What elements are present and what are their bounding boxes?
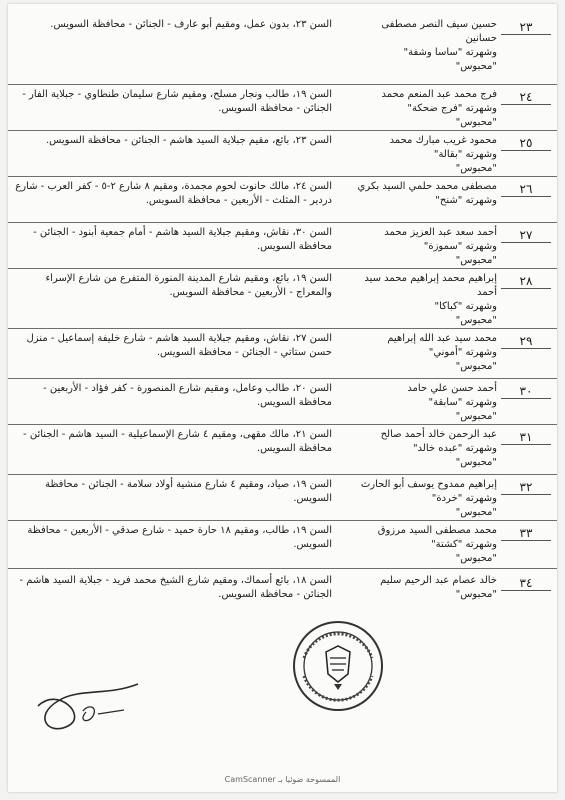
record-name-block [347, 134, 497, 176]
record-details: السن ٢١، مالك مقهى، ومقيم ٤ شارع الإسماعيلية - السيد هاشم - الجنائن - محافظة السويس. [23, 429, 332, 454]
record-number: ٢٦ [501, 182, 551, 197]
record-status: "محبوس" [455, 457, 497, 468]
row-divider [8, 520, 557, 521]
record-nickname: وشهرته "سموزة" [423, 241, 497, 252]
record-name: حسين سيف النصر مصطفى حسانين [381, 19, 497, 44]
record-status: "محبوس" [455, 61, 497, 72]
record-details: السن ١٨، بائع أسماك، ومقيم شارع الشيخ محمد فريد - جبلاية السيد هاشم - الجنائن - محافظة السويس. [19, 575, 332, 600]
row-divider [8, 378, 557, 379]
record-status: "محبوس" [455, 553, 497, 564]
record-name-block [347, 428, 497, 470]
record-number: ٣١ [501, 430, 551, 445]
official-seal [290, 618, 386, 714]
record-details: السن ١٩، صياد، ومقيم ٤ شارع منشية أولاد سلامة - الجنائن - محافظة السويس. [45, 479, 332, 504]
row-divider [8, 222, 557, 223]
row-divider [8, 268, 557, 269]
record-number: ٣٣ [501, 526, 551, 541]
record-nickname: وشهرته "شنح" [435, 195, 497, 206]
record-name-block [347, 382, 497, 424]
record-name-block [347, 574, 497, 602]
record-name: محمود غريب مبارك محمد [389, 135, 497, 146]
record-nickname: وشهرته "سابقة" [428, 397, 497, 408]
record-status: "محبوس" [455, 255, 497, 266]
record-nickname: وشهرته "أموني" [428, 347, 497, 358]
record-number: ٢٣ [501, 20, 551, 35]
record-name-block [347, 332, 497, 374]
record-status: "محبوس" [455, 163, 497, 174]
row-divider [8, 130, 557, 131]
record-nickname: وشهرته "عبده خالد" [412, 443, 497, 454]
row-divider [8, 176, 557, 177]
record-name: خالد عصام عبد الرحيم سليم [380, 575, 497, 586]
record-name: عبد الرحمن خالد أحمد صالح [380, 429, 497, 440]
record-details: السن ٣٠، نقاش، ومقيم جبلاية السيد هاشم - أمام جمعية أبنود - الجنائن - محافظة السويس. [33, 227, 332, 252]
record-details: السن ٢٤، مالك حانوت لحوم مجمدة، ومقيم ٨ شارع ٢-٥ - كفر العرب - شارع دردير - المثلث - الأربعين - محافظة السويس. [15, 181, 332, 206]
record-name-block [347, 180, 497, 208]
record-number: ٢٩ [501, 334, 551, 349]
record-name-block [347, 524, 497, 566]
record-details: السن ٢٠، طالب وعامل، ومقيم شارع المنصورة - كفر فؤاد - الأربعين - محافظة السويس. [43, 383, 332, 408]
record-name-block [347, 88, 497, 130]
record-nickname: وشهرته "ساسا وشفة" [403, 47, 497, 58]
row-divider [8, 474, 557, 475]
row-divider [8, 424, 557, 425]
record-details: السن ٢٣، بائع، مقيم جبلاية السيد هاشم - الجنائن - محافظة السويس. [45, 135, 332, 146]
row-divider [8, 84, 557, 85]
record-name-block [347, 226, 497, 268]
row-divider [8, 328, 557, 329]
handwritten-signature [28, 676, 148, 736]
record-number: ٣٠ [501, 384, 551, 399]
record-details: السن ٢٧، نقاش، ومقيم جبلاية السيد هاشم - شارع خليفة إسماعيل - منزل حسن ستاتي - الجنائن - محافظة السويس. [26, 333, 332, 358]
record-name: محمد سيد عبد الله إبراهيم [387, 333, 497, 344]
record-name: محمد مصطفى السيد مرزوق [377, 525, 497, 536]
scanner-watermark: الممسوحة ضوئيا بـ CamScanner [224, 775, 341, 784]
record-number: ٢٥ [501, 136, 551, 151]
record-status: "محبوس" [455, 507, 497, 518]
record-name: إبراهيم محمد إبراهيم محمد سيد أحمد [364, 273, 497, 298]
record-nickname: وشهرته "فرج ضحكة" [407, 103, 497, 114]
record-name-block [347, 18, 497, 74]
record-number: ٢٨ [501, 274, 551, 289]
record-nickname: وشهرته "بقالة" [433, 149, 497, 160]
row-divider [8, 568, 557, 569]
record-nickname: "محبوس" [455, 589, 497, 600]
record-number: ٣٢ [501, 480, 551, 495]
record-status: "محبوس" [455, 411, 497, 422]
record-nickname: وشهرته "خردة" [431, 493, 497, 504]
document-page [8, 4, 557, 792]
record-name-block [347, 478, 497, 520]
record-details: السن ١٩، بائع، ومقيم شارع المدينة المنورة المتفرع من شارع الإسراء والمعراج - الأربعين - محافظة السويس. [45, 273, 332, 298]
record-details: السن ١٩، طالب، ومقيم ١٨ حارة حميد - شارع صدقي - الأربعين - محافظة السويس. [27, 525, 332, 550]
record-nickname: وشهرته "كشتة" [431, 539, 497, 550]
record-name: أحمد حسن علي حامد [407, 383, 497, 394]
record-nickname: وشهرته "كباكا" [434, 301, 497, 312]
record-name: إبراهيم ممدوح يوسف أبو الحارث [360, 479, 497, 490]
record-name: مصطفى محمد حلمي السيد بكري [357, 181, 497, 192]
record-number: ٣٤ [501, 576, 551, 591]
record-status: "محبوس" [455, 361, 497, 372]
record-status: "محبوس" [455, 117, 497, 128]
record-details: السن ٢٣، بدون عمل، ومقيم أبو عارف - الجنائن - محافظة السويس. [50, 19, 332, 30]
record-details: السن ١٩، طالب ونجار مسلح، ومقيم شارع سليمان طنطاوي - جبلاية الفار - الجنائن - محافظة السويس. [22, 89, 332, 114]
record-name: أحمد سعد عبد العزيز محمد [384, 227, 497, 238]
record-name: فرج محمد عبد المنعم محمد [381, 89, 497, 100]
record-number: ٢٤ [501, 90, 551, 105]
record-status: "محبوس" [455, 315, 497, 326]
record-name-block [347, 272, 497, 328]
record-number: ٢٧ [501, 228, 551, 243]
